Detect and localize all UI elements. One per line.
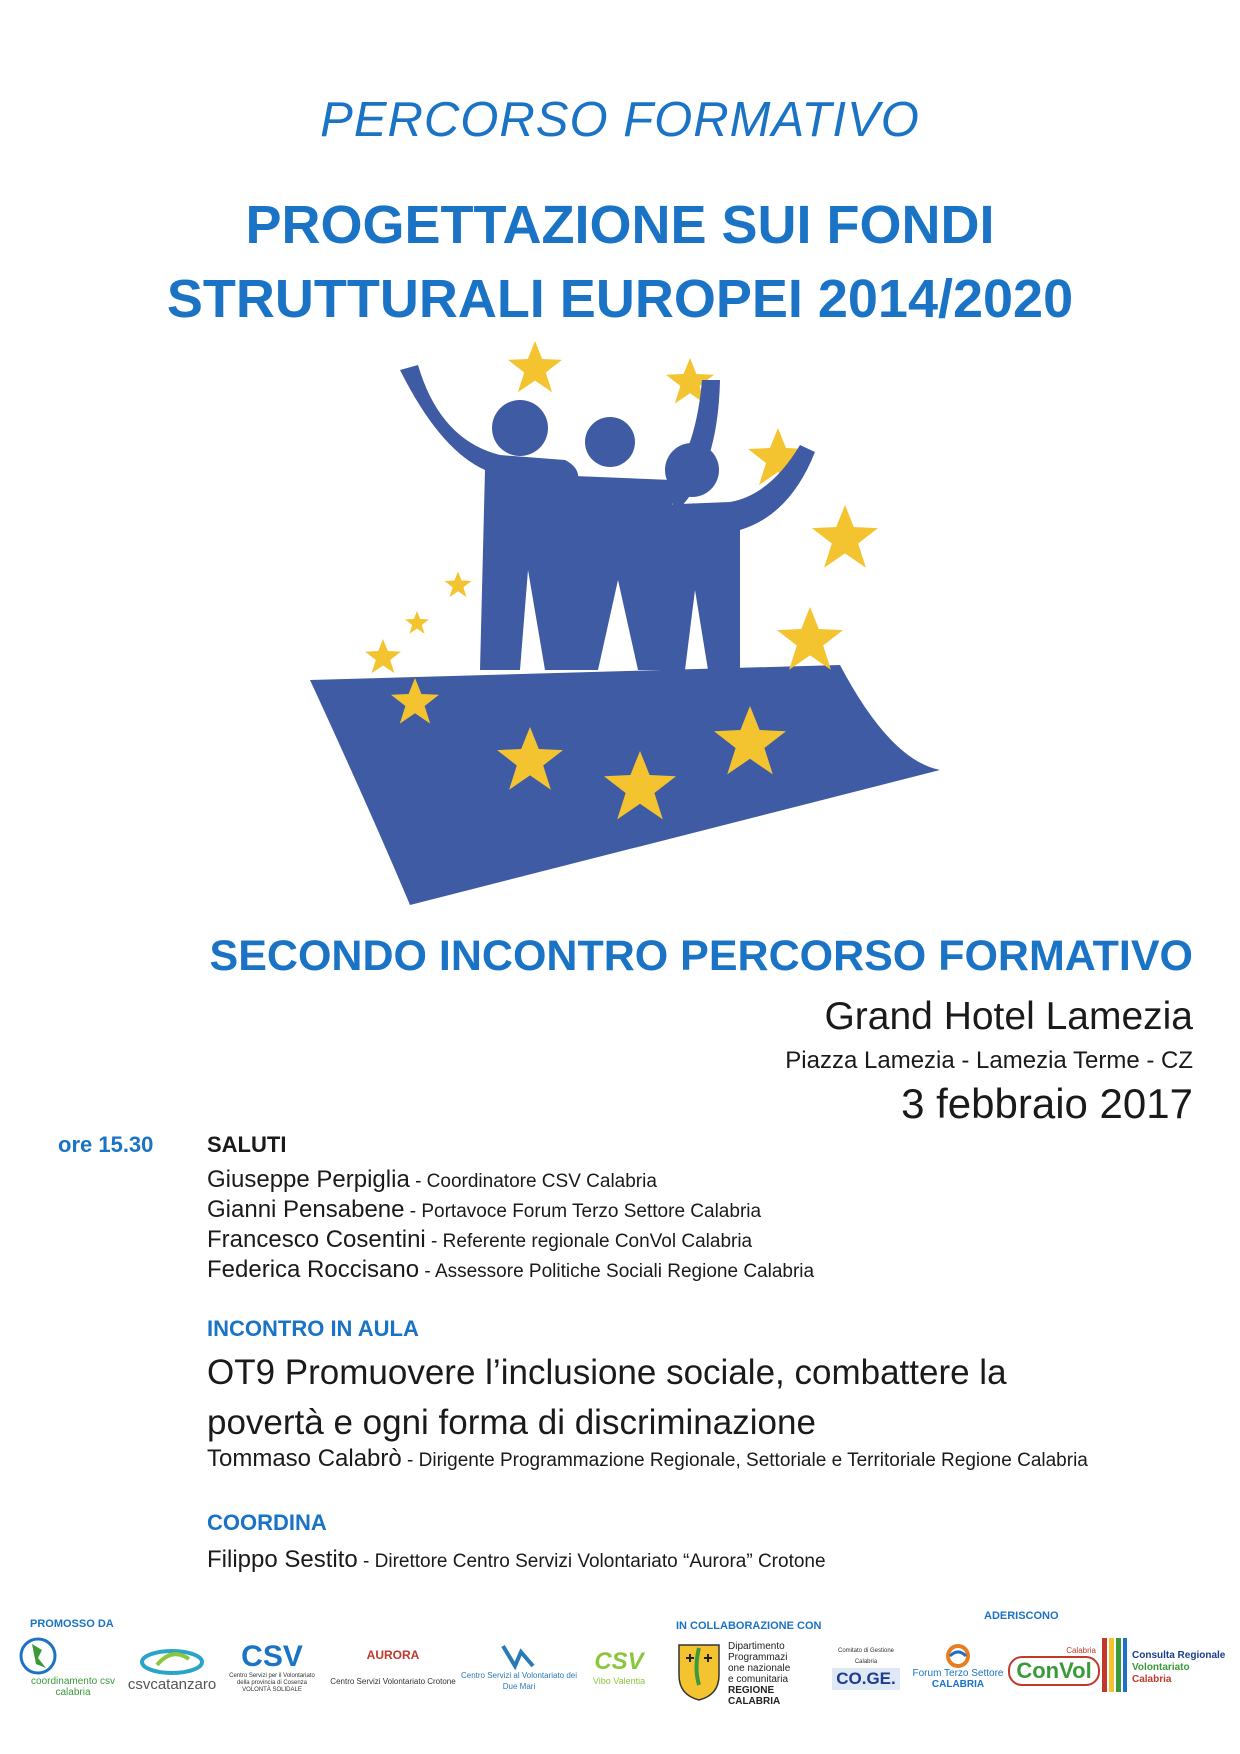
coge-logo	[826, 1640, 906, 1696]
dip-line-3: one nazionale	[728, 1663, 791, 1674]
dip-line-1: Dipartimento	[728, 1641, 785, 1652]
convol-logo	[1012, 1634, 1096, 1696]
convol-mark: ConVol	[1008, 1656, 1099, 1686]
coordinamento-logo	[18, 1636, 128, 1698]
greeting-role: - Assessore Politiche Sociali Regione Calabria	[419, 1261, 815, 1282]
greeting-item	[207, 1166, 657, 1194]
dip-line-6: CALABRIA	[728, 1696, 781, 1707]
coordinator	[207, 1546, 826, 1574]
collab-label: IN COLLABORAZIONE CON	[676, 1620, 822, 1632]
people-figures	[400, 365, 815, 670]
consulta-line-2: Volontariato	[1132, 1662, 1190, 1673]
coordinator-role: - Direttore Centro Servizi Volontariato “Aurora” Crotone	[357, 1551, 826, 1572]
dip-line-2: Programmazi	[728, 1652, 788, 1663]
session-speaker	[207, 1445, 1088, 1473]
coordinamento-mark	[18, 1636, 128, 1676]
catanzaro-logo	[122, 1636, 222, 1698]
greeting-name: Giuseppe Perpiglia	[207, 1166, 410, 1193]
page-title	[0, 188, 1240, 336]
title-line-2: STRUTTURALI EUROPEI 2014/2020	[166, 269, 1074, 329]
convol-top: Calabria	[1066, 1645, 1096, 1655]
consulta-mark-icon	[1100, 1636, 1128, 1694]
greeting-item	[207, 1226, 752, 1254]
catanzaro-text: csvcatanzaro	[127, 1675, 217, 1693]
csv-cosenza-logo	[224, 1636, 320, 1698]
event-subtitle: SECONDO INCONTRO PERCORSO FORMATIVO	[209, 932, 1193, 980]
regione-calabria-crest-icon	[674, 1640, 724, 1702]
greeting-item	[207, 1256, 814, 1284]
dip-line-4: e comunitaria	[728, 1674, 789, 1685]
event-venue: Grand Hotel Lamezia	[824, 995, 1193, 1038]
session-topic-line-1: OT9 Promuovere l’inclusione sociale, combattere la	[207, 1353, 1007, 1392]
vibo-mark: CSV	[594, 1647, 644, 1675]
greeting-role: - Portavoce Forum Terzo Settore Calabria	[404, 1201, 762, 1222]
coge-top: Comitato di Gestione Calabria	[837, 1648, 895, 1665]
kicker: PERCORSO FORMATIVO	[320, 93, 920, 147]
promoted-label: PROMOSSO DA	[30, 1618, 114, 1630]
coge-mark: CO.GE.	[832, 1668, 900, 1690]
vibo-sub: Vibo Valentia	[592, 1675, 646, 1686]
greeting-name: Francesco Cosentini	[207, 1226, 426, 1253]
event-address: Piazza Lamezia - Lamezia Terme - CZ	[785, 1047, 1193, 1074]
consulta-text	[1132, 1650, 1225, 1686]
speaker-name: Tommaso Calabrò	[207, 1445, 402, 1472]
aurora-logo	[330, 1636, 456, 1698]
session-heading: INCONTRO IN AULA	[207, 1316, 419, 1341]
consulta-line-1: Consulta Regionale	[1132, 1650, 1226, 1661]
forum-logo	[908, 1636, 1008, 1698]
session-topic-line-2: povertà e ogni forma di discriminazione	[207, 1403, 816, 1442]
aurora-mark: AURORA	[366, 1647, 420, 1662]
duemari-text: Centro Servizi al Volontariato dei Due Mari	[460, 1671, 578, 1691]
event-date: 3 febbraio 2017	[901, 1080, 1193, 1127]
greeting-name: Gianni Pensabene	[207, 1196, 405, 1223]
duemari-mark	[499, 1642, 539, 1670]
title-line-1: PROGETTAZIONE SUI FONDI	[245, 195, 995, 255]
coordinator-name: Filippo Sestito	[207, 1546, 358, 1573]
coord-heading: COORDINA	[207, 1510, 327, 1535]
vibo-logo	[586, 1636, 652, 1698]
session-topic	[207, 1348, 1207, 1448]
aurora-text: Centro Servizi Volontariato Crotone	[330, 1676, 456, 1686]
greeting-role: - Coordinatore CSV Calabria	[409, 1171, 657, 1192]
greeting-role: - Referente regionale ConVol Calabria	[425, 1231, 753, 1252]
csv-cosenza-sub: Centro Servizi per il Volontariato della provincia di Cosenza VOLONTÀ SOLIDALE	[229, 1672, 315, 1693]
csv-cosenza-mark: CSV	[241, 1639, 303, 1673]
dip-line-5: REGIONE	[728, 1685, 775, 1696]
greeting-name: Federica Roccisano	[207, 1256, 420, 1283]
dipartimento-text	[728, 1641, 790, 1707]
eu-figures-illustration	[300, 340, 940, 910]
duemari-logo	[460, 1636, 578, 1698]
catanzaro-mark	[137, 1645, 207, 1679]
forum-mark	[944, 1644, 972, 1668]
greeting-item	[207, 1196, 761, 1224]
speaker-role: - Dirigente Programmazione Regionale, Settoriale e Territoriale Regione Calabria	[401, 1450, 1088, 1471]
consulta-line-3: Calabria	[1132, 1674, 1172, 1685]
adhere-label: ADERISCONO	[984, 1610, 1059, 1622]
forum-sub: CALABRIA	[931, 1679, 985, 1690]
program-time: ore 15.30	[58, 1132, 154, 1157]
forum-text: Forum Terzo Settore	[912, 1668, 1004, 1679]
greetings-heading: SALUTI	[207, 1132, 287, 1157]
coordinamento-text: coordinamento csv calabria	[31, 1676, 115, 1698]
